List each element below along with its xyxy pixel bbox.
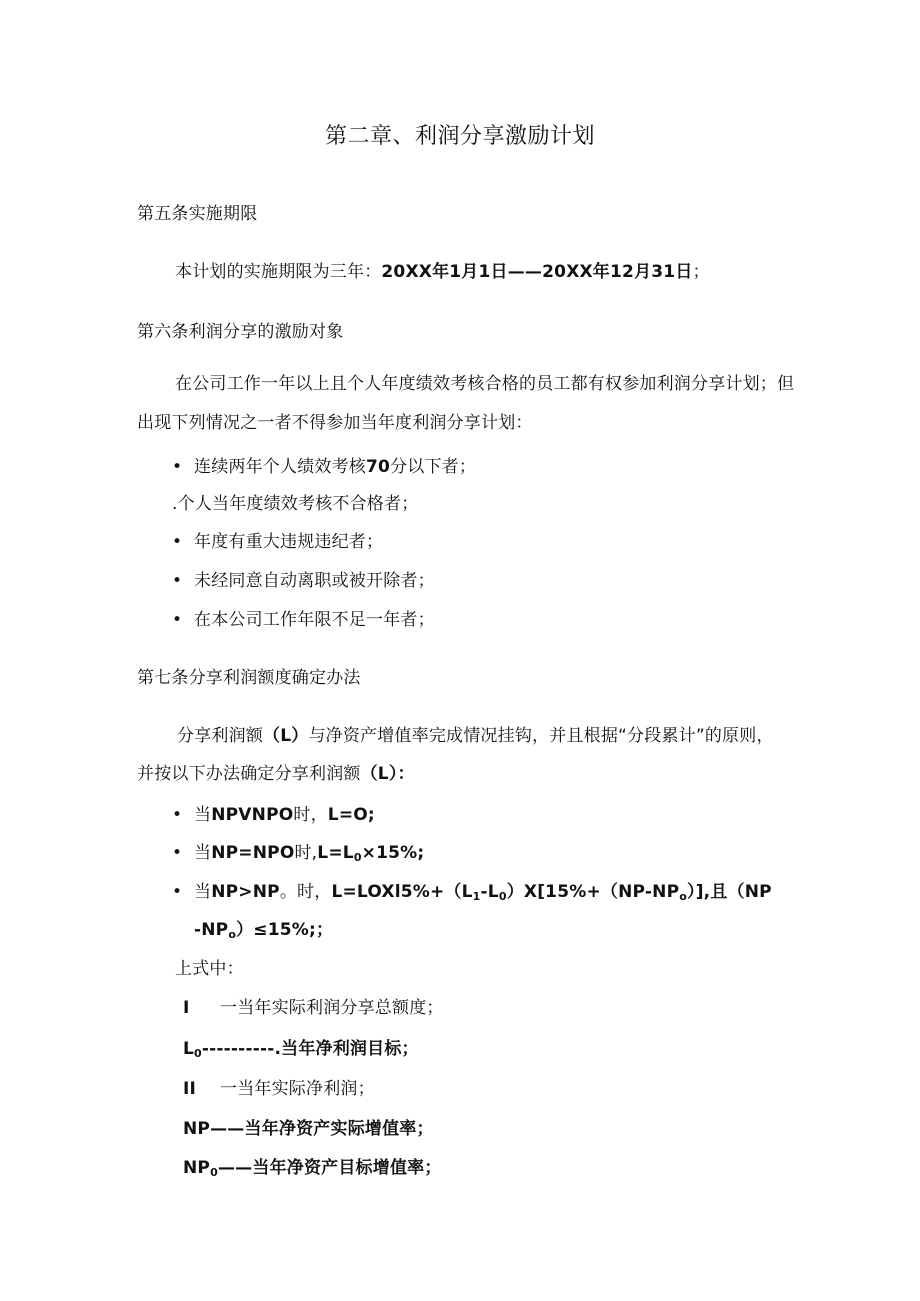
formula-case-1 — [172, 803, 375, 827]
definition-subscript: 0 — [210, 1166, 218, 1179]
bullet-icon: • — [172, 882, 183, 902]
article-5-period: 20XX年1月1日——20XX年12月31日 — [381, 262, 693, 282]
formula-condition: NP>NP — [211, 882, 280, 902]
formula-case-3-continued — [194, 918, 333, 942]
article-6-paragraph-line-1: 在公司工作一年以上且个人年度绩效考核合格的员工都有权参加利润分享计划；但 — [175, 374, 795, 394]
article-7-paragraph-line-2 — [137, 762, 415, 786]
bullet-icon: • — [172, 610, 183, 630]
definition-item — [183, 996, 444, 1020]
article-7-paragraph-line-1 — [177, 724, 774, 748]
formula-text: 当 — [194, 843, 212, 863]
paragraph-text: 并按以下办法确定分享利润额 — [137, 764, 361, 784]
list-item-text: 年度有重大违规违纪者； — [194, 532, 384, 552]
formula-result: L=L — [317, 843, 354, 863]
article-6-heading: 第六条利润分享的激励对象 — [137, 322, 344, 342]
list-item: .个人当年度绩效考核不合格者； — [172, 494, 419, 514]
definition-text: ——当年净资产实际增值率； — [210, 1119, 434, 1139]
definition-text: 一当年实际利润分享总额度； — [220, 998, 444, 1018]
bullet-icon: • — [172, 805, 183, 825]
formula-result: -NP — [194, 920, 229, 940]
list-item-text: 连续两年个人绩效考核 — [194, 457, 366, 477]
formula-result: ）≤15%;； — [236, 920, 334, 940]
formula-result: ）X[15%+（NP-NP — [506, 882, 680, 902]
formula-subscript: o — [679, 890, 687, 903]
definition-symbol: II — [183, 1079, 197, 1099]
bullet-icon: • — [172, 457, 183, 477]
list-item — [172, 455, 476, 479]
formula-result: ）],且（NP — [687, 882, 772, 902]
formula-result: L=O; — [327, 805, 375, 825]
bullet-icon: • — [172, 532, 183, 552]
where-label: 上式中： — [175, 959, 244, 979]
definition-item — [183, 1077, 375, 1101]
definition-symbol: NP — [183, 1158, 211, 1178]
formula-text: 时， — [293, 805, 328, 825]
list-item-text-end: 分以下者； — [390, 457, 477, 477]
article-7-heading: 第七条分享利润额度确定办法 — [137, 668, 361, 688]
article-5-text: 本计划的实施期限为三年： — [175, 262, 382, 282]
list-item — [172, 569, 435, 593]
formula-condition: NP=NPO — [211, 843, 295, 863]
list-item-score: 70 — [366, 457, 391, 477]
formula-condition: NPVNPO — [211, 805, 294, 825]
bullet-icon: • — [172, 843, 183, 863]
formula-result: ×15%; — [361, 843, 425, 863]
list-item-text: 在本公司工作年限不足一年者； — [194, 610, 435, 630]
definition-item — [183, 1037, 419, 1061]
formula-case-3 — [172, 880, 772, 904]
list-item — [172, 608, 435, 632]
definition-subscript: 0 — [194, 1047, 202, 1060]
article-5-paragraph — [175, 260, 710, 284]
formula-subscript: 0 — [353, 851, 362, 864]
list-item-text: 未经同意自动离职或被开除者； — [194, 571, 435, 591]
formula-subscript: 0 — [498, 890, 507, 903]
article-5-heading: 第五条实施期限 — [137, 204, 258, 224]
definition-text: 一当年实际净利润； — [220, 1079, 375, 1099]
formula-result: L=LOXl5%+（L — [331, 882, 473, 902]
formula-result: -L — [480, 882, 499, 902]
definition-symbol: L — [183, 1039, 195, 1059]
list-item — [172, 530, 383, 554]
paragraph-symbol: （L） — [263, 726, 309, 746]
definition-symbol: NP — [183, 1119, 211, 1139]
formula-text: 当 — [194, 805, 212, 825]
article-6-paragraph-line-2: 出现下列情况之一者不得参加当年度利润分享计划： — [137, 413, 533, 433]
definition-text: ----------.当年净利润目标； — [201, 1039, 419, 1059]
bullet-icon: • — [172, 571, 183, 591]
formula-subscript: 1 — [472, 890, 481, 903]
paragraph-text: 与净资产增值率完成情况挂钩，并且根据“分段累计”的原则， — [308, 726, 774, 746]
definition-symbol: I — [183, 998, 190, 1018]
formula-case-2 — [172, 841, 424, 865]
formula-text: 。时， — [279, 882, 332, 902]
formula-text: 当 — [194, 882, 212, 902]
paragraph-text: 分享利润额 — [177, 726, 263, 746]
formula-text: 时, — [294, 843, 318, 863]
definition-text: ——当年净资产目标增值率； — [217, 1158, 442, 1178]
article-5-punct: ； — [692, 262, 710, 282]
paragraph-symbol: （L）： — [360, 764, 415, 784]
definition-item — [183, 1117, 434, 1141]
page-title: 第二章、利润分享激励计划 — [324, 124, 595, 149]
formula-subscript: o — [228, 928, 237, 941]
definition-item — [183, 1156, 442, 1180]
